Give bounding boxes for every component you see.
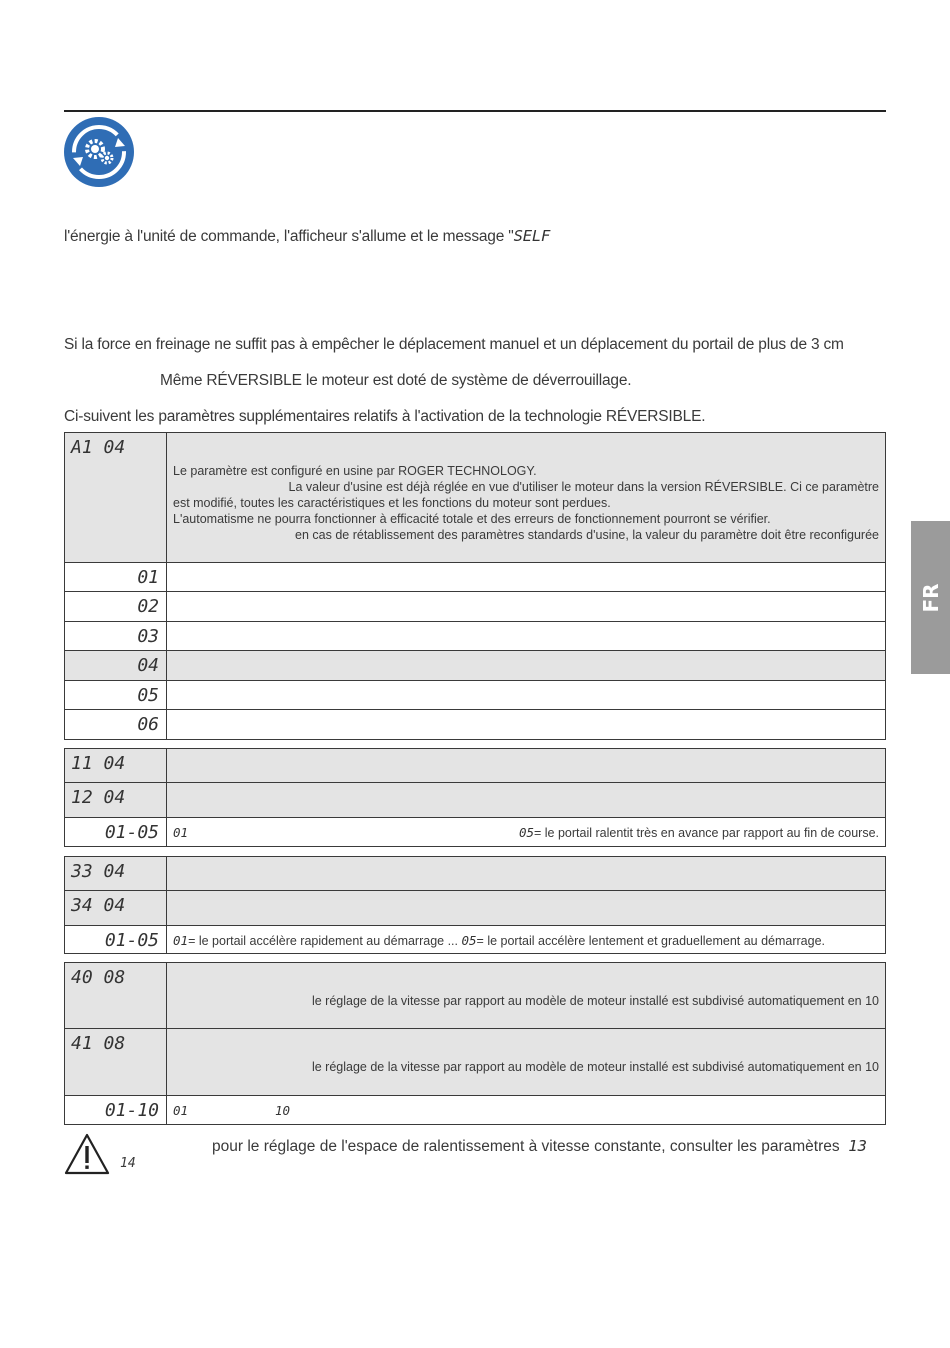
- parameter-table-speed: [64, 962, 886, 1125]
- warning-code: 14: [120, 1156, 136, 1171]
- value-range: 01-10: [65, 1096, 167, 1125]
- warning-note: pour le réglage de l'espace de ralentissement à vitesse constante, consulter les paramètres 13: [212, 1137, 867, 1155]
- speed-description: le réglage de la vitesse par rapport au modèle de moteur installé est subdivisé automatiquement en 10: [167, 963, 886, 1029]
- param-code: 12 04: [65, 783, 167, 818]
- range-description: 01 05= le portail ralentit très en avance par rapport au fin de course.: [167, 818, 886, 847]
- gears-refresh-icon: [63, 116, 135, 188]
- param-code: 41 08: [65, 1029, 167, 1096]
- value-row: 01: [65, 563, 167, 592]
- parameter-table-acceleration: [64, 856, 886, 954]
- language-tab: FR: [911, 521, 950, 674]
- value-row: 06: [65, 710, 167, 740]
- parameter-table-a1: [64, 432, 886, 740]
- range-description: 01= le portail accélère rapidement au démarrage ... 05= le portail accélère lentement et graduellement au démarrage.: [167, 926, 886, 954]
- parameter-table-slowdown: [64, 748, 886, 847]
- speed-description: le réglage de la vitesse par rapport au modèle de moteur installé est subdivisé automatiquement en 10: [167, 1029, 886, 1096]
- param-code: 33 04: [65, 857, 167, 891]
- param-code: 34 04: [65, 891, 167, 926]
- value-row: 04: [65, 651, 167, 681]
- brake-force-paragraph: Si la force en freinage ne suffit pas à empêcher le déplacement manuel et un déplacement du portail de plus de 3 cm: [64, 336, 844, 353]
- parameters-intro: Ci-suivent les paramètres supplémentaires relatifs à l'activation de la technologie RÉVERSIBLE.: [64, 408, 706, 425]
- param-code: A1 04: [65, 433, 167, 563]
- warning-triangle-icon: [64, 1133, 110, 1175]
- param-code: 11 04: [65, 749, 167, 783]
- param-code: 40 08: [65, 963, 167, 1029]
- top-rule: [64, 110, 886, 112]
- value-row: 05: [65, 681, 167, 710]
- release-system-paragraph: Même RÉVERSIBLE le moteur est doté de système de déverrouillage.: [160, 372, 632, 389]
- range-description: 01 10: [167, 1096, 886, 1125]
- value-range: 01-05: [65, 926, 167, 954]
- value-range: 01-05: [65, 818, 167, 847]
- value-row: 03: [65, 622, 167, 651]
- param-description: Le paramètre est configuré en usine par ROGER TECHNOLOGY. La valeur d'usine est déjà réglée en vue d'utiliser le moteur dans la version RÉVERSIBLE. Ci ce paramètre est modifié, toutes les caractéristiques et les fonctions du moteur sont perdues. L'automatisme ne pourra fonctionner à efficacité totale et des erreurs de fonctionnement pourront se vérifier. en cas de rétablissement des paramètres standards d'usine, la valeur du paramètre doit être reconfigurée: [167, 433, 886, 563]
- value-row: 02: [65, 592, 167, 622]
- intro-paragraph: l'énergie à l'unité de commande, l'afficheur s'allume et le message "SELF: [64, 227, 551, 245]
